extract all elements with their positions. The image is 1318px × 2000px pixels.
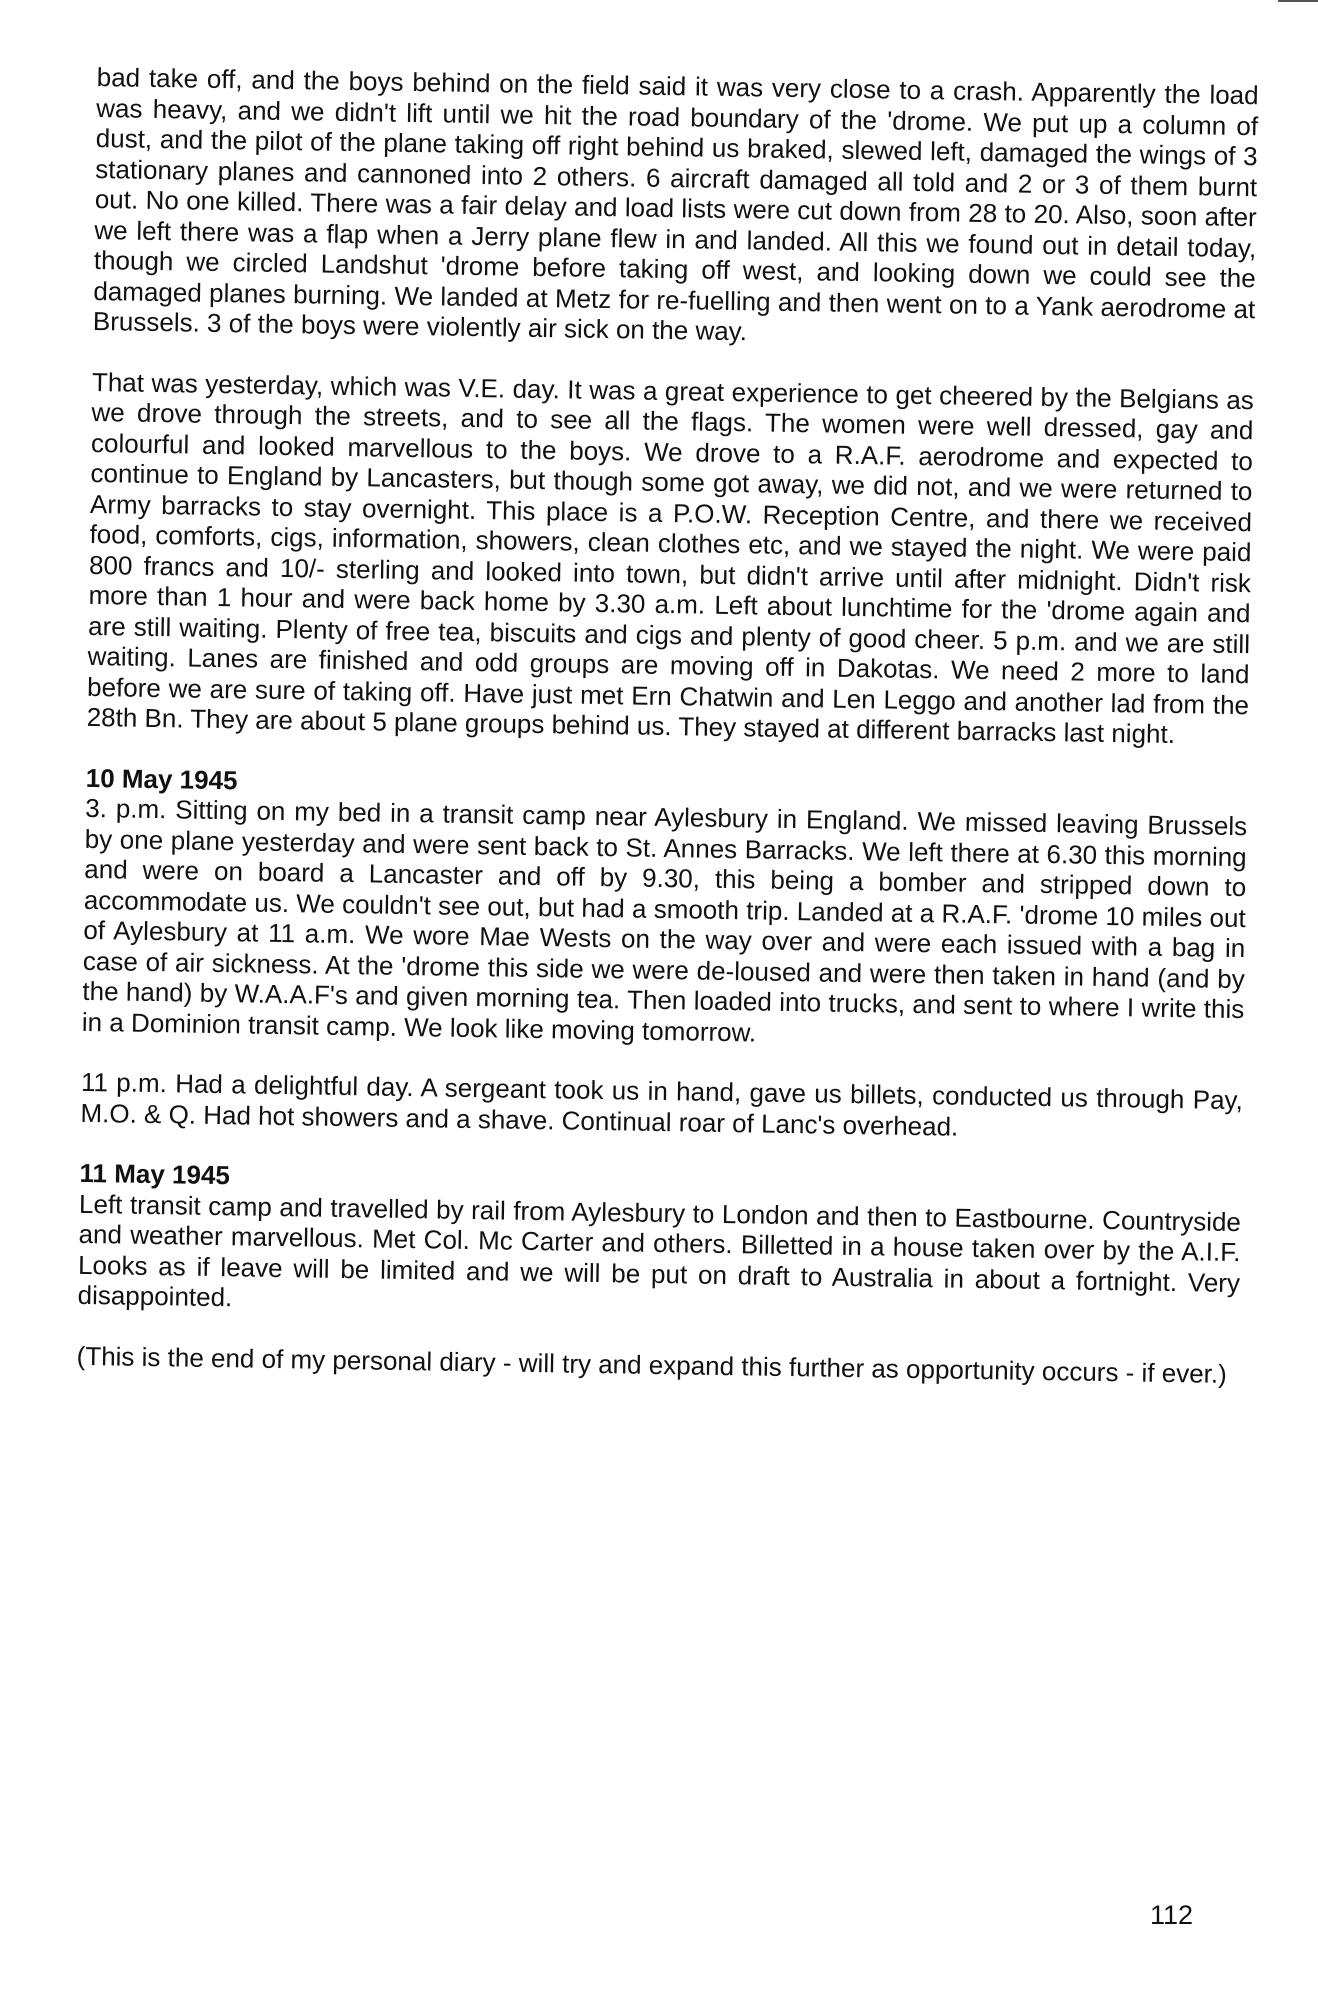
entry-heading-10-may: 10 May 1945 <box>85 762 238 795</box>
paragraph-11-may: Left transit camp and travelled by rail from Aylesbury to London and then to Eastbourne. Countryside and weather marvellous. Met Col. Mc Carter and others. Billetted in a house taken over by the A.I.F. Looks as if leave will be limited and we will be put on draft to Australia in about a fortnight. Very disappointed. <box>77 1188 1242 1313</box>
paragraph-takeoff-incident: bad take off, and the boys behind on the field said it was very close to a crash. Apparently the load was heavy, and we didn't lift until we hit the road boundary of the 'drome. We put up a column of dust, and the pilot of the plane taking off right behind us braked, slewed left, damaged the wings of 3 stationary planes and cannoned into 2 others. 6 aircraft damaged all told and 2 or 3 of them burnt out. No one killed. There was a fair delay and load lists were cut down from 28 to 20. Also, soon after we left there was a flap when a Jerry plane flew in and landed. All this we found out in detail today, though we circled Landshut 'drome before taking off west, and looking down we could see the damaged planes burning. We landed at Metz for re-fuelling and then went on to a Yank aerodrome at Brussels. 3 of the boys were violently air sick on the way. <box>92 62 1259 347</box>
paragraph-10-may-afternoon: 3. p.m. Sitting on my bed in a transit camp near Aylesbury in England. We missed leaving Brussels by one plane yesterday and were sent back to St. Annes Barracks. We left there at 6.30 this morning and were on board a Lancaster and off by 9.30, this being a bomber and stripped down to accommodate us. We couldn't see out, but had a smooth trip. Landed at a R.A.F. 'drome 10 miles out of Aylesbury at 11 a.m. We wore Mae Wests on the way over and were each issued with a bag in case of air sickness. At the 'drome this side we were de-loused and were then taken in hand (and by the hand) by W.A.A.F's and given morning tea. Then loaded into trucks, and sent to where I write this in a Dominion transit camp. We look like moving tomorrow. <box>81 792 1248 1047</box>
paragraph-diary-end-note: (This is the end of my personal diary - will try and expand this further as opportunity occurs - if ever.) <box>76 1340 1228 1389</box>
paragraph-ve-day: That was yesterday, which was V.E. day. It was a great experience to get cheered by the Belgians as we drove through the streets, and to see all the flags. The women were well dressed, gay and colourful and looked marvellous to the boys. We drove to a R.A.F. aerodrome and expected to continue to England by Lancasters, but though some got away, we did not, and we were returned to Army barracks to stay overnight. This place is a P.O.W. Reception Centre, and there we received food, comforts, cigs, information, showers, clean clothes etc, and we stayed the night. We were paid 800 francs and 10/- sterling and looked into town, but didn't arrive until after midnight. Didn't risk more than 1 hour and were back home by 3.30 a.m. Left about lunchtime for the 'drome again and are still waiting. Plenty of free tea, biscuits and cigs and plenty of good cheer. 5 p.m. and we are still waiting. Lanes are finished and odd groups are moving off in Dakotas. We need 2 more to land before we are sure of taking off. Have just met Ern Chatwin and Len Leggo and another lad from the 28th Bn. They are about 5 plane groups behind us. They stayed at different barracks last night. <box>86 366 1255 750</box>
entry-heading-11-may: 11 May 1945 <box>79 1157 231 1191</box>
scan-edge-mark <box>1278 0 1318 2</box>
diary-text <box>76 62 1258 1389</box>
paragraph-10-may-evening: 11 p.m. Had a delightful day. A sergeant took us in hand, gave us billets, conducted us through Pay, M.O. & Q. Had hot showers and a shave. Continual roar of Lanc's overhead. <box>80 1066 1244 1142</box>
page-number: 112 <box>1150 1900 1194 1930</box>
